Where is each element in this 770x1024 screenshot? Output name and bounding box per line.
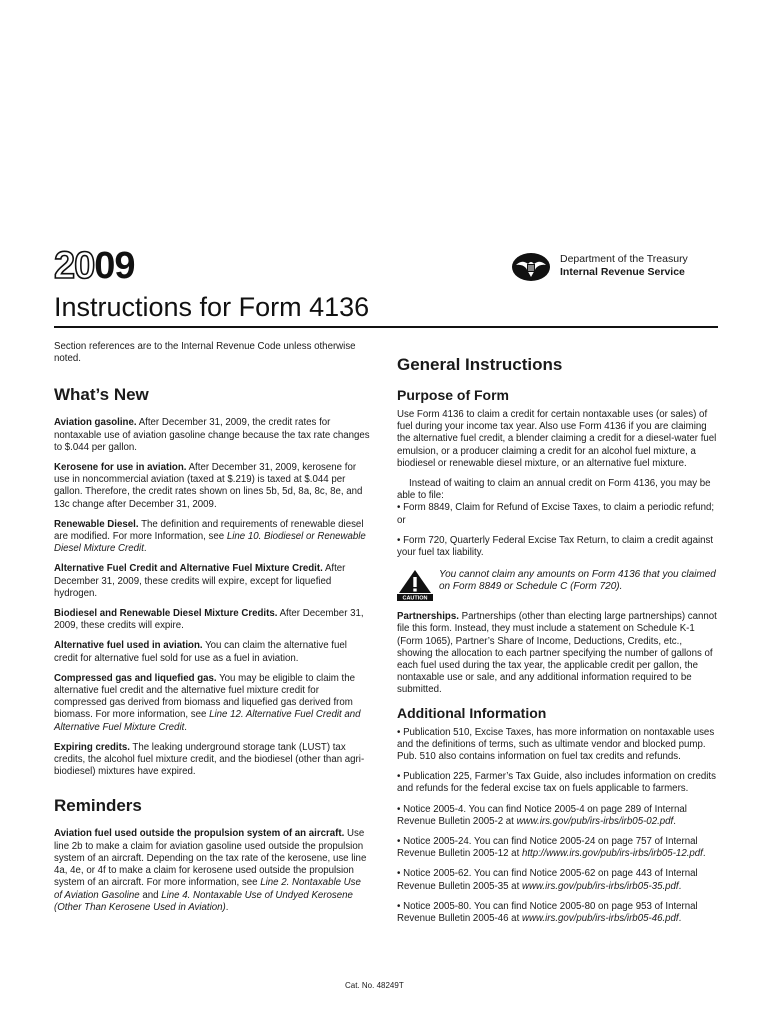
additional-info-item: • Publication 225, Farmer’s Tax Guide, also includes information on credits and refunds for the federal excise tax on fuels applicable to farmers. [397, 771, 716, 795]
additional-info-item: • Notice 2005-4. You can find Notice 2005-4 on page 289 of Internal Revenue Bulletin 2005-2 at www.irs.gov/pub/irs-irbs/irb05-02.pdf. [397, 803, 687, 827]
tax-year-outline: 20 [54, 245, 95, 287]
page-title: Instructions for Form 4136 [54, 292, 370, 322]
whats-new-item: Biodiesel and Renewable Diesel Mixture Credits. After December 31, 2009, these credits will expire. [54, 608, 364, 632]
irs-eagle-logo-icon [510, 251, 552, 283]
purpose-paragraph-2: Instead of waiting to claim an annual credit on Form 4136, you may be able to file: [397, 478, 711, 502]
whats-new-item: Kerosene for use in aviation. After December 31, 2009, kerosene for use in noncommercial aviation (taxed at $.219) is taxed at $.044 per gallon. Therefore, the credit rates shown on lines 5b, 5d, 8a, 8c, 8e, and 13c change after December 31, 2009. [54, 462, 363, 510]
agency-block [560, 253, 688, 279]
reminders-heading: Reminders [54, 796, 142, 816]
tax-year [54, 247, 135, 285]
whats-new-item: Expiring credits. The leaking underground storage tank (LUST) tax credits, the alcohol fuel mixture credit, and the biodiesel (other than agri-biodiesel) mixtures have expired. [54, 741, 365, 778]
purpose-heading: Purpose of Form [397, 387, 510, 403]
title-rule [54, 326, 718, 328]
whats-new-item: Compressed gas and liquefied gas. You may be eligible to claim the alternative fuel credit and the alternative fuel mixture credit for compressed gas derived from biomass and liquefied gas derived from biomass. For more information, see Line 12. Alternative Fuel Credit and Alternative Fuel Mixture Credit. [54, 672, 361, 733]
irb-link[interactable]: http://www.irs.gov/pub/irs-irbs/irb05-12.pdf [521, 848, 703, 860]
irb-link[interactable]: www.irs.gov/pub/irs-irbs/irb05-35.pdf [521, 880, 679, 892]
irb-link[interactable]: www.irs.gov/pub/irs-irbs/irb05-02.pdf [516, 815, 674, 827]
whats-new-item: Renewable Diesel. The definition and requirements of renewable diesel are modified. For more Information, see Line 10. Biodiesel or Renewable Diesel Mixture Credit. [54, 518, 366, 555]
intro-text: Section references are to the Internal Revenue Code unless otherwise noted. [54, 341, 356, 365]
file-option-item: • Form 720, Quarterly Federal Excise Tax Return, to claim a credit against your fuel tax liability. [397, 534, 714, 559]
caution-note [397, 569, 719, 601]
caution-label: CAUTION [402, 595, 428, 602]
purpose-paragraph: Use Form 4136 to claim a credit for certain nontaxable uses (or sales) of fuel during your income tax year. Also use Form 4136 if you are claiming the alternative fuel credit, a blender claiming a credit for a diesel-water fuel emulsion, or a producer claiming a credit for an alcohol fuel mixture, a biodiesel or renewable diesel mixture, or an alternative fuel mixture. [397, 409, 717, 469]
catalog-number: Cat. No. 48249T [345, 981, 404, 990]
irb-link[interactable]: www.irs.gov/pub/irs-irbs/irb05-46.pdf [521, 913, 679, 925]
whats-new-item: Aviation gasoline. After December 31, 2009, the credit rates for nontaxable use of aviation gasoline change because the tax rate changes to $.044 per gallon. [54, 417, 370, 453]
tax-year-solid: 09 [94, 245, 135, 287]
reminder-item: Aviation fuel used outside the propulsion system of an aircraft. Use line 2b to make a claim for aviation gasoline used outside the propulsion system of an aircraft. Depending on the tax rate of the kerosene, use line 4a, 4e, or 4f to make a claim for kerosene used outside the propulsion system of an aircraft. For more information, see Line 2. Nontaxable Use of Aviation Gasoline and Line 4. Nontaxable Use of Undyed Kerosene (Other Than Kerosene Used in Aviation). [54, 828, 367, 913]
additional-info-heading: Additional Information [397, 704, 547, 721]
caution-icon [397, 569, 433, 601]
additional-info-item: • Publication 510, Excise Taxes, has more information on nontaxable uses and the definitions of terms, such as ultimate vendor and blocked pump. Pub. 510 also contains information on fuel tax credits and refunds. [397, 726, 715, 763]
additional-info-item: • Notice 2005-62. You can find Notice 2005-62 on page 443 of Internal Revenue Bulletin 2005-35 at www.irs.gov/pub/irs-irbs/irb05-35.pdf. [397, 868, 698, 892]
partnerships-paragraph: Partnerships. Partnerships (other than electing large partnerships) cannot file this form. Instead, they must include a statement on Schedule K-1 (Form 1065), Partner’s Share of Income, Deductions, Credits, etc., showing the allocation to each partner specifying the number of gallons of each fuel used during the tax year, the applicable credit per gallon, the nontaxable use or sale, and any additional information required to be submitted. [397, 611, 717, 696]
additional-info-item: • Notice 2005-80. You can find Notice 2005-80 on page 953 of Internal Revenue Bulletin 2005-46 at www.irs.gov/pub/irs-irbs/irb05-46.pdf. [397, 900, 698, 925]
caution-text: You cannot claim any amounts on Form 4136 that you claimed on Form 8849 or Schedule C (Form 720). [439, 569, 716, 593]
whats-new-item: Alternative Fuel Credit and Alternative Fuel Mixture Credit. After December 31, 2009, these credits will expire, except for liquefied hydrogen. [54, 563, 346, 599]
right-column [397, 355, 719, 933]
whats-new-heading: What’s New [54, 385, 149, 405]
file-option-item: • Form 8849, Claim for Refund of Excise Taxes, to claim a periodic refund; or [397, 502, 715, 526]
department-name: Department of the Treasury [560, 253, 688, 265]
service-name: Internal Revenue Service [560, 266, 685, 278]
general-instructions-heading: General Instructions [397, 355, 563, 374]
whats-new-item: Alternative fuel used in aviation. You can claim the alternative fuel credit for alternative fuel sold for use as a fuel in aviation. [54, 640, 347, 664]
additional-info-item: • Notice 2005-24. You can find Notice 2005-24 on page 757 of Internal Revenue Bulletin 2005-12 at http://www.irs.gov/pub/irs-irbs/irb05-12.pdf. [397, 836, 706, 860]
left-column [54, 341, 370, 922]
